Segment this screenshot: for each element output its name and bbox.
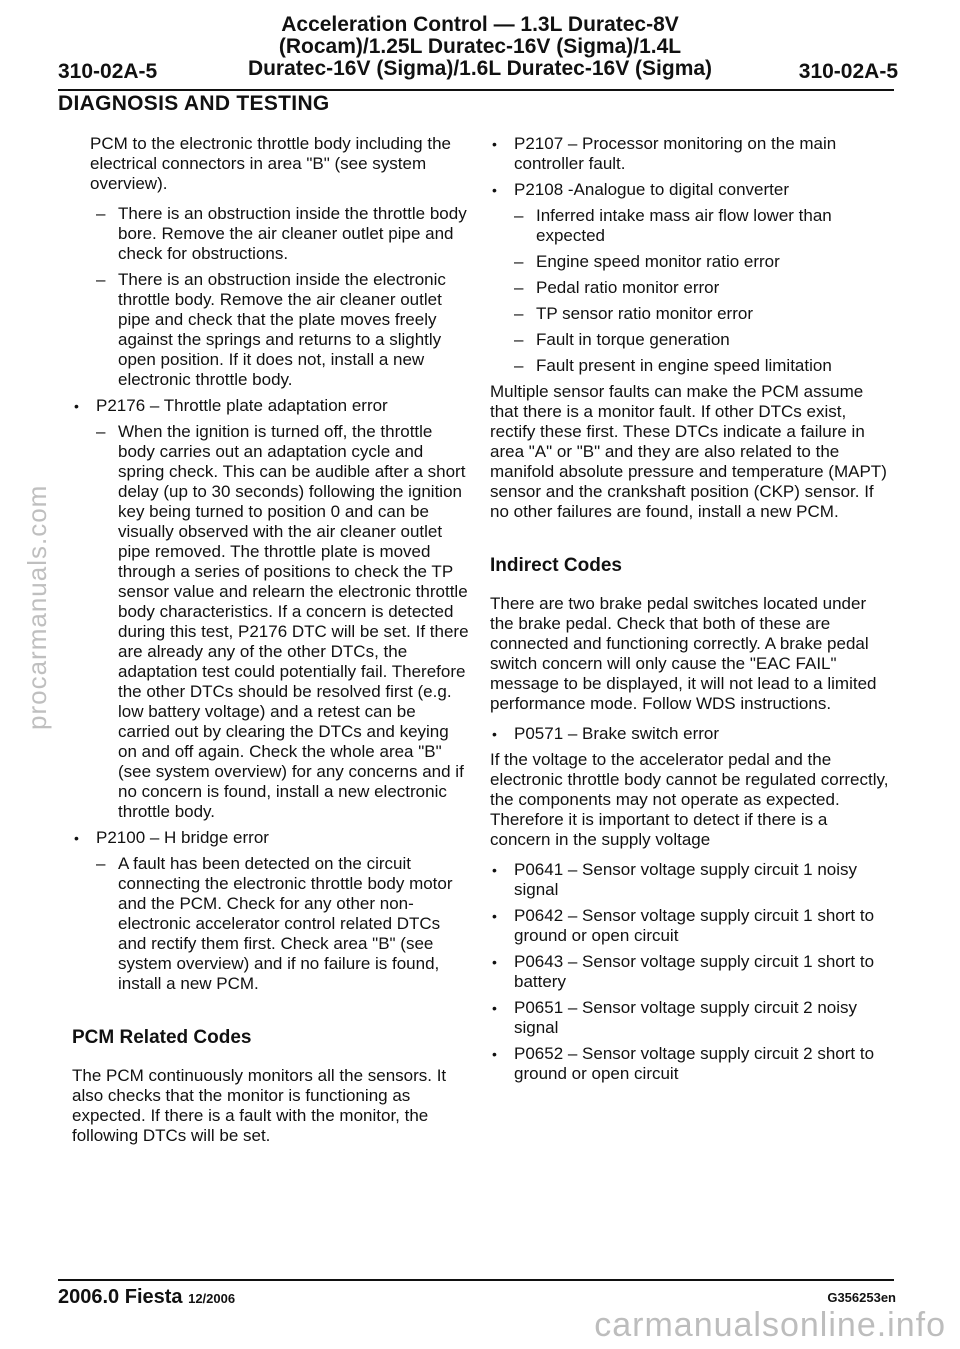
- footer-model-name: 2006.0 Fiesta: [58, 1286, 183, 1308]
- dash-item: – Inferred intake mass air flow lower than expected: [490, 206, 890, 246]
- bullet-voltage: • P0642 – Sensor voltage supply circuit 1 short to ground or open circuit: [490, 906, 890, 946]
- dash-item: – TP sensor ratio monitor error: [490, 304, 890, 324]
- left-column: [72, 134, 472, 1156]
- section-title: DIAGNOSIS AND TESTING: [58, 92, 330, 115]
- bullet-p0571: • P0571 – Brake switch error: [490, 724, 890, 744]
- voltage-paragraph: If the voltage to the accelerator pedal and the electronic throttle body cannot be regulated correctly, the components may not operate as expected. Therefore it is important to detect if there is a concern in the supply voltage: [490, 750, 889, 849]
- side-watermark-text: procarmanuals.com: [22, 484, 52, 730]
- header-title-line: Duratec-16V (Sigma)/1.6L Duratec-16V (Sigma): [247, 57, 713, 80]
- bullet-p2108: • P2108 -Analogue to digital converter: [490, 180, 890, 200]
- dash-item: – There is an obstruction inside the throttle body bore. Remove the air cleaner outlet pipe and check for obstructions.: [72, 204, 472, 264]
- multiple-sensor-paragraph: Multiple sensor faults can make the PCM assume that there is a monitor fault. If other DTCs exist, rectify these first. These DTCs indicate a failure in area "A" or "B" and they are also related to the manifold absolute pressure and temperature (MAPT) sensor and the crankshaft position (CKP) sensor. If no other failures are found, install a new PCM.: [490, 382, 887, 521]
- bullet-voltage: • P0652 – Sensor voltage supply circuit 2 short to ground or open circuit: [490, 1044, 890, 1084]
- pcm-paragraph: The PCM continuously monitors all the sensors. It also checks that the monitor is functioning as expected. If there is a fault with the monitor, the following DTCs will be set.: [72, 1066, 447, 1145]
- indirect-codes-heading: Indirect Codes: [490, 555, 622, 576]
- dash-item: – Fault in torque generation: [490, 330, 890, 350]
- bullet-p2100: • P2100 – H bridge error: [72, 828, 472, 848]
- footer-model: [58, 1286, 235, 1309]
- page-code-left: 310-02A-5: [58, 60, 158, 83]
- bottom-watermark: carmanualsonline.info: [594, 1306, 946, 1344]
- footer-doc-code: G356253en: [827, 1290, 896, 1305]
- bullet-voltage: • P0643 – Sensor voltage supply circuit 1 short to battery: [490, 952, 890, 992]
- dash-item: – Engine speed monitor ratio error: [490, 252, 890, 272]
- pcm-related-codes-heading: PCM Related Codes: [72, 1027, 252, 1048]
- header-divider: [58, 89, 894, 91]
- dash-item: – Pedal ratio monitor error: [490, 278, 890, 298]
- header-title-line: (Rocam)/1.25L Duratec-16V (Sigma)/1.4L: [278, 35, 682, 58]
- bullet-p2176: • P2176 – Throttle plate adaptation error: [72, 396, 472, 416]
- bullet-voltage: • P0651 – Sensor voltage supply circuit 2 noisy signal: [490, 998, 890, 1038]
- dash-item: – There is an obstruction inside the electronic throttle body. Remove the air cleaner outlet pipe and check that the plate moves freely against the springs and returns to a slightly open position. If it does not, install a new electronic throttle body.: [72, 270, 472, 390]
- header-title-line: Acceleration Control — 1.3L Duratec-8V: [281, 13, 679, 36]
- continuation-text: PCM to the electronic throttle body including the electrical connectors in area "B" (see system overview).: [90, 134, 451, 193]
- dash-item: – When the ignition is turned off, the throttle body carries out an adaptation cycle and spring check. This can be audible after a short delay (up to 30 seconds) following the ignition key being turned to position 0 and can be visually observed with the air cleaner outlet pipe removed. The throttle plate is moved through a series of positions to check the TP sensor value and relearn the electronic throttle body characteristics. If a concern is detected during this test, P2176 DTC will be set. If there are already any of the other DTCs, the adaptation test could potentially fail. Therefore the other DTCs should be resolved first (e.g. low battery voltage) and a retest can be carried out by clearing the DTCs and keying on and off again. Check the whole area "B" (see system overview) for any concerns and if no concern is found, install a new electronic throttle body.: [72, 422, 472, 822]
- bullet-p2107: • P2107 – Processor monitoring on the main controller fault.: [490, 134, 890, 174]
- right-column: [490, 134, 890, 1090]
- brake-paragraph: There are two brake pedal switches located under the brake pedal. Check that both of these are connected and functioning correctly. A brake pedal switch concern will only cause the "EAC FAIL" message to be displayed, it will not lead to a limited performance mode. Follow WDS instructions.: [490, 594, 877, 713]
- footer-date: 12/2006: [188, 1291, 236, 1306]
- dash-item: – A fault has been detected on the circuit connecting the electronic throttle body motor and the PCM. Check for any other non-electronic accelerator control related DTCs and rectify them first. Check area "B" (see system overview) and if no failure is found, install a new PCM.: [72, 854, 472, 994]
- bullet-voltage: • P0641 – Sensor voltage supply circuit 1 noisy signal: [490, 860, 890, 900]
- page-code-right: 310-02A-5: [798, 60, 898, 83]
- dash-item: – Fault present in engine speed limitation: [490, 356, 890, 376]
- footer-divider: [58, 1279, 894, 1281]
